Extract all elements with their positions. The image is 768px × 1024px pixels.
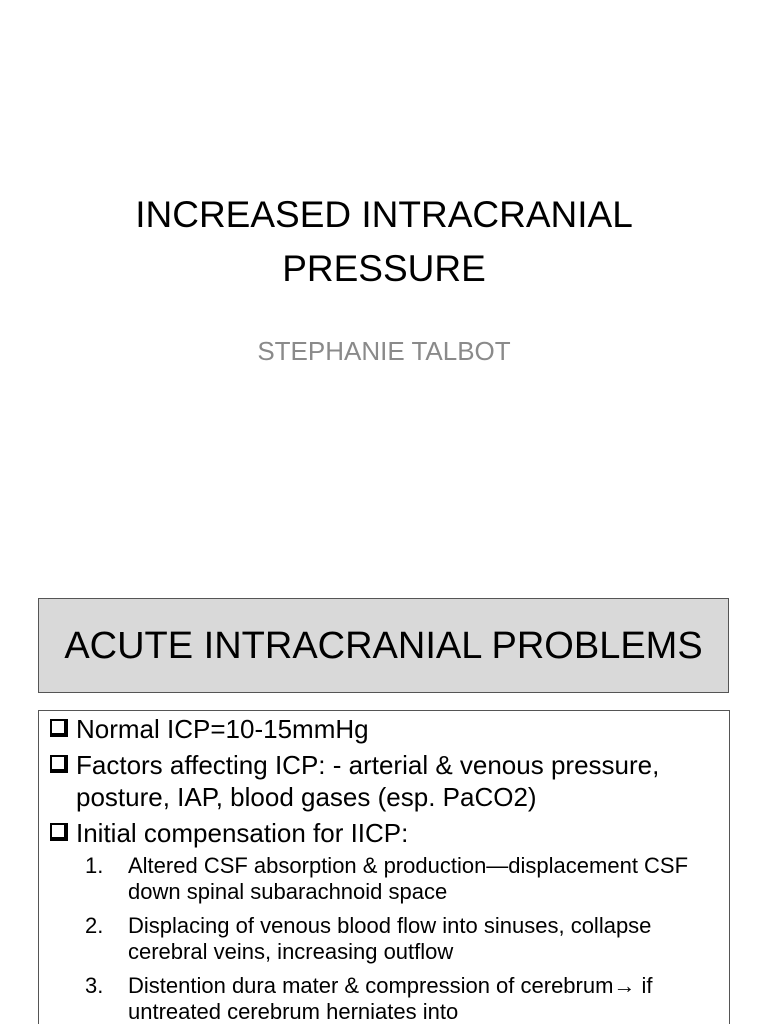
bullet-item [47,817,729,849]
bullet-text: Normal ICP=10-15mmHg [76,714,369,744]
checkbox-bullet-icon [50,823,68,841]
bullet-list [47,713,729,849]
title-line-1: INCREASED INTRACRANIAL [135,194,633,235]
content-slide-heading: ACUTE INTRACRANIAL PROBLEMS [64,624,703,667]
content-slide-body [38,710,730,1024]
bullet-text: Initial compensation for IICP: [76,818,409,848]
item-number: 1. [85,853,104,878]
bullet-item [47,749,729,813]
item-number: 3. [85,973,104,998]
author-name: STEPHANIE TALBOT [257,336,511,366]
numbered-item [47,853,729,905]
item-number: 2. [85,913,104,938]
item-text: Distention dura mater & compression of cerebrum→ if untreated cerebrum herniates into [128,973,653,1024]
content-slide-header [38,598,729,693]
title-line-2: PRESSURE [282,248,486,289]
checkbox-bullet-icon [50,719,68,737]
bullet-text: Factors affecting ICP: - arterial & venous pressure, posture, IAP, blood gases (esp. PaCO2) [76,750,660,812]
slide-title [60,188,708,296]
numbered-item [47,913,729,965]
numbered-item [47,973,729,1024]
item-text: Altered CSF absorption & production—displacement CSF down spinal subarachnoid space [128,853,689,904]
numbered-list [47,853,729,1024]
item-text: Displacing of venous blood flow into sinuses, collapse cerebral veins, increasing outflow [128,913,652,964]
bullet-item [47,713,729,745]
checkbox-bullet-icon [50,755,68,773]
